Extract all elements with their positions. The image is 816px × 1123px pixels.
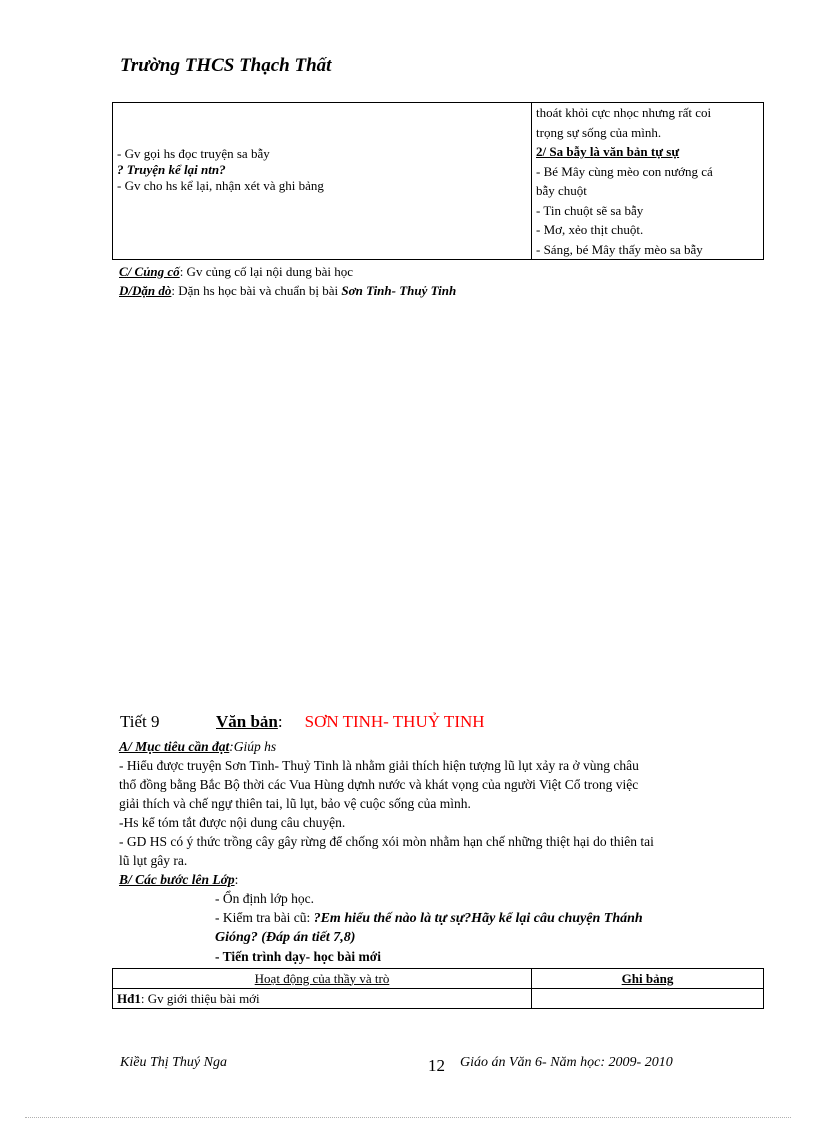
activity-id: Hđ1 xyxy=(117,990,141,1006)
note-line: - Mơ, xẻo thịt chuột. xyxy=(536,222,644,237)
school-header: Trường THCS Thạch Thất xyxy=(120,55,332,76)
objective-line: giải thích và chế ngự thiên tai, lũ lụt, bảo vệ cuộc sống của mình. xyxy=(119,796,471,811)
note-line: bẫy chuột xyxy=(536,183,587,198)
lesson-table-bottom xyxy=(112,968,764,1009)
lesson-colon: : xyxy=(277,712,283,731)
consolidation-label: C/ Củng cố xyxy=(119,264,180,279)
homework-line xyxy=(119,281,456,300)
note-line: thoát khỏi cực nhọc nhưng rất coi xyxy=(536,105,712,120)
next-lesson-title: Sơn Tinh- Thuỷ Tinh xyxy=(341,283,457,298)
note-line: trọng sự sống của mình. xyxy=(536,124,662,140)
activity-question: ? Truyện kể lại ntn? xyxy=(117,162,226,177)
consolidation-section xyxy=(119,262,456,300)
review-question-cont: Gióng? (Đáp án tiết 7,8) xyxy=(215,930,356,945)
objectives-heading xyxy=(119,737,759,756)
objectives-label: A/ Mục tiêu cần đạt xyxy=(119,739,230,754)
note-line: - Bé Mây cùng mèo con nướng cá xyxy=(536,163,713,179)
activity-row xyxy=(113,989,532,1009)
consolidation-text: : Gv củng cố lại nội dung bài học xyxy=(179,264,353,279)
col-header-activity: Hoạt động của thầy và trò xyxy=(113,969,532,989)
page-divider xyxy=(25,1117,791,1118)
step-line xyxy=(119,908,759,928)
review-question: ?Em hiểu thế nào là tự sự?Hãy kể lại câu chuyện Thánh xyxy=(313,911,643,926)
notes-cell-empty xyxy=(532,989,764,1009)
activity-text: : Gv giới thiệu bài mới xyxy=(140,990,260,1006)
homework-label: D/Dặn dò xyxy=(119,283,172,298)
objective-line: -Hs kể tóm tắt được nội dung câu chuyện. xyxy=(119,815,346,830)
objective-line: - Hiểu được truyện Sơn Tinh- Thuỷ Tinh là nhằm giải thích hiện tượng lũ lụt xảy ra ở vùng châu xyxy=(119,758,639,773)
objective-line: lũ lụt gây ra. xyxy=(119,853,188,868)
note-heading: 2/ Sa bẫy là văn bản tự sự xyxy=(536,144,680,159)
col-header-notes: Ghi bảng xyxy=(532,969,764,989)
step-line: - Tiến trình dạy- học bài mới xyxy=(215,949,382,964)
objective-line: - GD HS có ý thức trồng cây gây rừng để chống xói mòn nhằm hạn chế những thiệt hại do thiên tai xyxy=(119,834,654,849)
step-line: - Ổn định lớp học. xyxy=(215,891,315,906)
footer-course: Giáo án Văn 6- Năm học: 2009- 2010 xyxy=(460,1055,673,1070)
activity-line: - Gv cho hs kể lại, nhận xét và ghi bảng xyxy=(117,178,324,193)
footer-author: Kiều Thị Thuý Nga xyxy=(120,1055,227,1070)
lesson-number: Tiết 9 xyxy=(120,712,160,731)
lesson-title xyxy=(120,712,485,732)
homework-text: : Dặn hs học bài và chuẩn bị bài xyxy=(171,283,342,298)
lesson-type-label: Văn bản xyxy=(216,712,278,731)
teacher-activity-cell xyxy=(113,103,532,260)
objectives-text: :Giúp hs xyxy=(229,739,277,754)
note-line: - Tin chuột sẽ sa bẫy xyxy=(536,202,644,218)
lesson-table-top xyxy=(112,102,764,260)
lesson-body xyxy=(119,737,759,966)
note-line: - Sáng, bé Mây thấy mèo sa bẫy xyxy=(536,241,703,257)
board-notes-cell xyxy=(532,103,764,260)
page-number: 12 xyxy=(428,1056,445,1075)
objective-line: thổ đồng bằng Bắc Bộ thời các Vua Hùng dựnh nước và khát vọng của người Việt Cổ trong việc xyxy=(119,777,639,792)
consolidation-line xyxy=(119,262,456,281)
steps-label: B/ Các bước lên Lớp xyxy=(119,872,235,887)
lesson-name: SƠN TINH- THUỶ TINH xyxy=(304,712,485,731)
steps-colon: : xyxy=(234,872,239,887)
activity-line: - Gv gọi hs đọc truyện sa bẫy xyxy=(117,146,270,161)
step-prefix: - Kiểm tra bài cũ: xyxy=(215,910,314,925)
steps-heading xyxy=(119,870,759,889)
